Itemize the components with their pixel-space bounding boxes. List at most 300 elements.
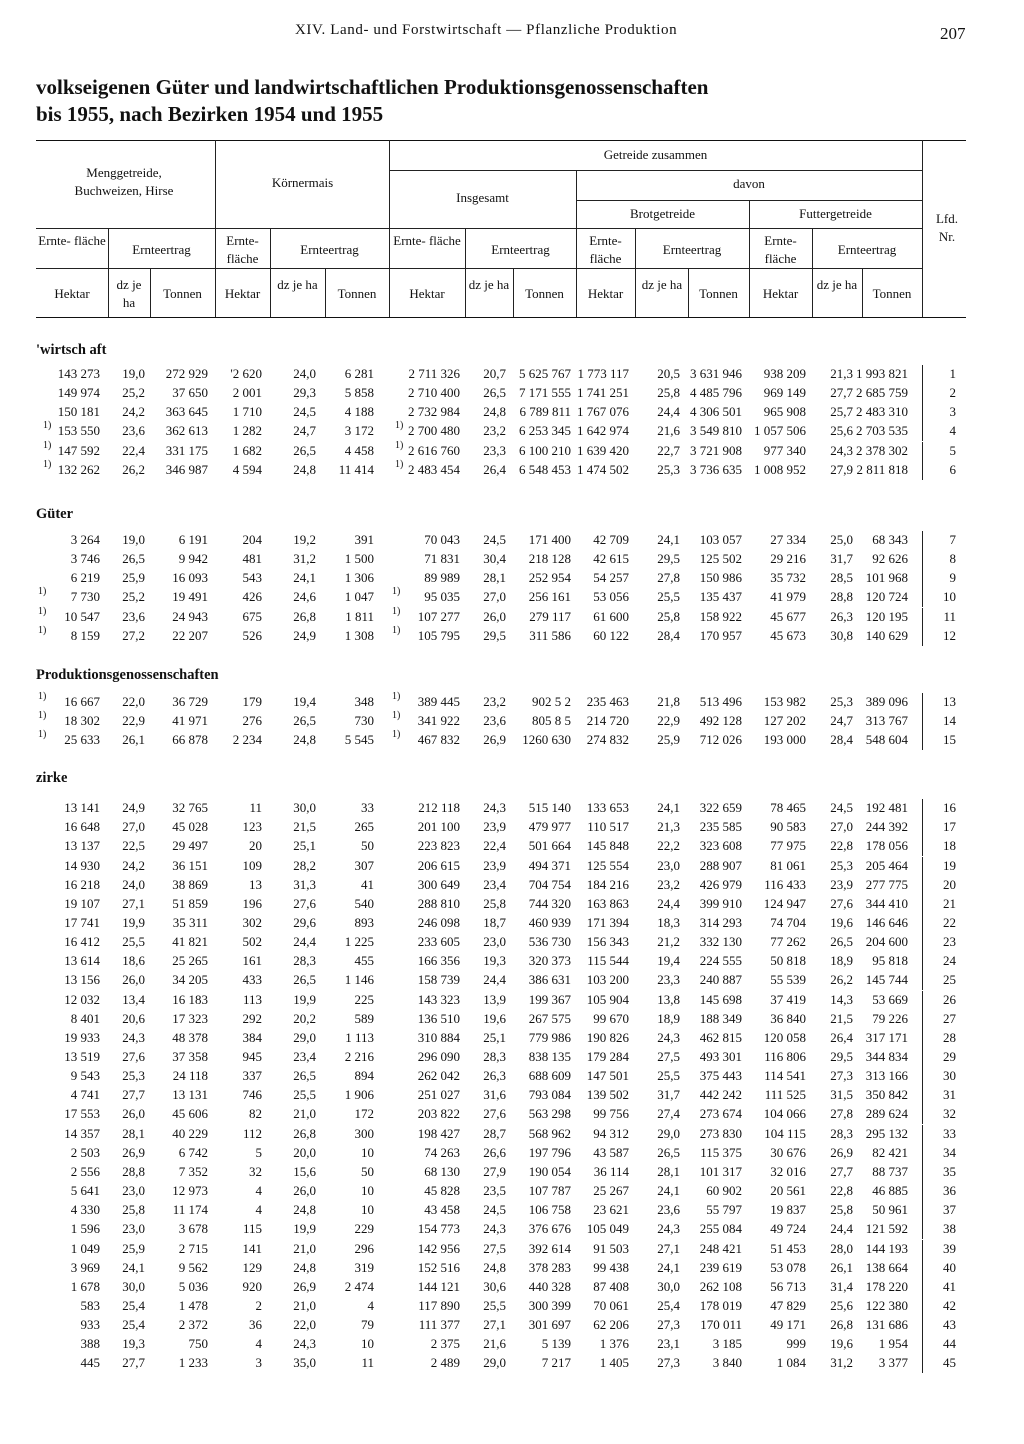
header-top-rule bbox=[36, 140, 966, 141]
table-cell: 3 377 bbox=[878, 1355, 908, 1371]
table-row bbox=[0, 532, 1024, 550]
table-cell: 19,4 bbox=[293, 694, 316, 709]
table-cell: 467 832 bbox=[417, 732, 460, 748]
table-cell: 127 202 bbox=[763, 713, 806, 729]
table-cell: 25 633 bbox=[64, 732, 100, 748]
table-cell: 440 328 bbox=[528, 1278, 571, 1294]
table-cell: 101 317 bbox=[699, 1163, 742, 1179]
table-cell: 16 412 bbox=[64, 934, 100, 949]
table-cell: 25,6 bbox=[830, 1297, 853, 1313]
table-cell: 190 054 bbox=[528, 1163, 571, 1179]
table-cell: 23,9 bbox=[483, 819, 506, 835]
table-cell: 172 bbox=[354, 1106, 374, 1122]
table-cell: 41 971 bbox=[172, 713, 208, 729]
table-cell: 805 8 5 bbox=[532, 713, 571, 729]
table-cell: 25,4 bbox=[122, 1297, 145, 1313]
column-rule bbox=[922, 1201, 923, 1220]
table-cell: 28,2 bbox=[293, 857, 316, 873]
table-cell: 341 922 bbox=[417, 713, 460, 729]
table-cell: 206 615 bbox=[417, 857, 460, 873]
table-cell: 262 042 bbox=[417, 1068, 460, 1084]
table-cell: 56 713 bbox=[770, 1278, 806, 1294]
table-cell: 4 330 bbox=[70, 1202, 100, 1218]
table-cell: 30,4 bbox=[483, 551, 506, 567]
column-rule bbox=[922, 1354, 923, 1373]
table-cell: 29,0 bbox=[483, 1355, 506, 1371]
table-cell: 28,8 bbox=[830, 589, 853, 605]
table-cell: 45 828 bbox=[424, 1183, 460, 1198]
col-group-menggetreide: Menggetreide, Buchweizen, Hirse bbox=[74, 165, 174, 198]
table-cell: 163 863 bbox=[586, 895, 629, 911]
table-row bbox=[0, 915, 1024, 933]
table-row bbox=[0, 819, 1024, 837]
table-cell: 24,8 bbox=[483, 404, 506, 420]
page-number: 207 bbox=[940, 24, 966, 43]
table-cell: 302 bbox=[242, 914, 262, 930]
table-cell: 19,9 bbox=[293, 1221, 316, 1237]
table-cell: 25,9 bbox=[122, 570, 145, 586]
table-cell: 23,1 bbox=[657, 1336, 680, 1352]
table-cell: 10 547 bbox=[64, 608, 100, 624]
table-row bbox=[0, 605, 1024, 627]
col-hektar: Hektar bbox=[224, 286, 261, 301]
header-bottom-rule bbox=[36, 317, 966, 318]
col-ernteertrag: Ernteertrag bbox=[300, 242, 359, 257]
table-cell: 24,1 bbox=[293, 570, 316, 586]
table-cell: 460 939 bbox=[528, 914, 571, 930]
row-number: 29 bbox=[943, 1049, 956, 1064]
table-cell: 26,8 bbox=[293, 608, 316, 624]
column-rule bbox=[922, 857, 923, 876]
table-cell: 192 481 bbox=[865, 800, 908, 815]
table-cell: 203 822 bbox=[417, 1106, 460, 1122]
table-cell: 273 674 bbox=[699, 1106, 742, 1122]
column-rule bbox=[922, 1316, 923, 1335]
table-cell: 88 737 bbox=[872, 1163, 908, 1179]
footnote-marker: 1) bbox=[38, 586, 47, 598]
table-cell: 1 057 506 bbox=[754, 423, 806, 439]
table-cell: 25 265 bbox=[172, 953, 208, 969]
col-erntefläche: Ernte- fläche bbox=[764, 233, 797, 266]
table-cell: 1 308 bbox=[344, 627, 374, 643]
table-cell: 1 376 bbox=[599, 1336, 629, 1352]
col-group-koernermais: Körnermais bbox=[271, 175, 334, 190]
table-cell: 25,4 bbox=[657, 1297, 680, 1313]
table-cell: 26,3 bbox=[483, 1068, 506, 1084]
table-cell: 179 284 bbox=[586, 1049, 629, 1064]
table-cell: 344 410 bbox=[865, 895, 908, 911]
table-cell: 36 729 bbox=[172, 694, 208, 709]
table-cell: 15,6 bbox=[293, 1163, 316, 1179]
table-cell: 95 035 bbox=[424, 589, 460, 605]
table-cell: 675 bbox=[242, 608, 262, 624]
table-cell: 54 257 bbox=[593, 570, 629, 586]
table-cell: 1 993 821 bbox=[856, 366, 908, 381]
table-cell: 111 377 bbox=[418, 1317, 460, 1332]
table-cell: 19,0 bbox=[122, 366, 145, 381]
row-number: 8 bbox=[949, 551, 956, 567]
table-cell: 77 975 bbox=[770, 838, 806, 854]
table-cell: 23,6 bbox=[122, 608, 145, 624]
table-cell: 19,9 bbox=[122, 914, 145, 930]
table-cell: 30 676 bbox=[770, 1144, 806, 1160]
table-cell: 42 615 bbox=[593, 551, 629, 567]
table-cell: 2 001 bbox=[232, 385, 262, 401]
table-cell: 2 483 454 bbox=[408, 461, 460, 477]
table-cell: 24,4 bbox=[657, 895, 680, 911]
table-cell: 288 907 bbox=[699, 857, 742, 873]
table-cell: 104 115 bbox=[764, 1125, 806, 1141]
table-cell: 79 226 bbox=[872, 1010, 908, 1026]
table-cell: 27,5 bbox=[657, 1049, 680, 1064]
table-cell: 29,5 bbox=[483, 627, 506, 643]
table-cell: 1 500 bbox=[344, 551, 374, 567]
row-number: 5 bbox=[949, 442, 956, 458]
table-cell: 536 730 bbox=[528, 934, 571, 949]
table-cell: 16 648 bbox=[64, 819, 100, 835]
table-cell: 20 561 bbox=[770, 1183, 806, 1198]
row-number: 25 bbox=[943, 972, 956, 988]
table-cell: 22,5 bbox=[122, 838, 145, 854]
table-cell: 110 517 bbox=[587, 819, 629, 835]
section-label: Güter bbox=[36, 506, 74, 522]
table-cell: 99 756 bbox=[593, 1106, 629, 1122]
table-cell: 492 128 bbox=[699, 713, 742, 729]
table-cell: 25,0 bbox=[830, 532, 853, 547]
table-cell: 171 394 bbox=[586, 914, 629, 930]
column-rule bbox=[922, 442, 923, 461]
table-cell: 23,0 bbox=[483, 934, 506, 949]
table-row bbox=[0, 1087, 1024, 1105]
table-cell: 22,8 bbox=[830, 1183, 853, 1198]
table-row bbox=[0, 953, 1024, 971]
table-cell: 13 141 bbox=[64, 800, 100, 815]
table-cell: 6 191 bbox=[178, 532, 208, 547]
table-cell: 25,2 bbox=[122, 589, 145, 605]
table-cell: 32 765 bbox=[172, 800, 208, 815]
table-cell: 147 592 bbox=[57, 442, 100, 458]
col-dz-je-ha: dz je ha bbox=[816, 277, 858, 292]
table-cell: 43 587 bbox=[593, 1144, 629, 1160]
table-cell: 14 357 bbox=[64, 1125, 100, 1141]
table-cell: 115 bbox=[242, 1221, 262, 1237]
table-cell: 25,5 bbox=[657, 589, 680, 605]
column-rule bbox=[922, 531, 923, 550]
footnote-marker: 1) bbox=[392, 624, 401, 636]
table-cell: 4 741 bbox=[70, 1087, 100, 1103]
table-cell: 3 549 810 bbox=[690, 423, 742, 439]
table-cell: 218 128 bbox=[528, 551, 571, 567]
table-cell: 276 bbox=[242, 713, 262, 729]
column-rule bbox=[922, 550, 923, 569]
table-cell: 22,0 bbox=[122, 694, 145, 709]
table-cell: 82 bbox=[249, 1106, 262, 1122]
table-cell: 156 343 bbox=[586, 934, 629, 949]
table-cell: 252 954 bbox=[528, 570, 571, 586]
table-cell: 17 323 bbox=[172, 1010, 208, 1026]
table-cell: 14,3 bbox=[830, 991, 853, 1007]
table-cell: 24,1 bbox=[657, 800, 680, 815]
table-cell: 2 378 302 bbox=[856, 442, 908, 458]
table-cell: 31,6 bbox=[483, 1087, 506, 1103]
footnote-marker: 1) bbox=[38, 710, 47, 722]
table-cell: 893 bbox=[354, 914, 374, 930]
column-rule bbox=[922, 1048, 923, 1067]
table-cell: 515 140 bbox=[528, 800, 571, 815]
table-cell: 143 323 bbox=[417, 991, 460, 1007]
table-cell: 5 641 bbox=[70, 1183, 100, 1198]
table-cell: 589 bbox=[354, 1010, 374, 1026]
table-cell: 540 bbox=[354, 895, 374, 911]
table-cell: 24,3 bbox=[122, 1029, 145, 1045]
table-cell: 1 773 117 bbox=[577, 366, 629, 381]
table-cell: 27,6 bbox=[293, 895, 316, 911]
table-cell: 147 501 bbox=[586, 1068, 629, 1084]
table-cell: 30,8 bbox=[830, 627, 853, 643]
table-row bbox=[0, 439, 1024, 461]
row-number: 34 bbox=[943, 1144, 956, 1160]
table-cell: 25,8 bbox=[483, 895, 506, 911]
table-cell: 24 118 bbox=[172, 1068, 208, 1084]
table-cell: 7 171 555 bbox=[519, 385, 571, 401]
table-cell: 1 008 952 bbox=[754, 461, 806, 477]
header-rule bbox=[215, 268, 270, 269]
column-rule bbox=[922, 1259, 923, 1278]
table-cell: 493 301 bbox=[699, 1049, 742, 1064]
table-cell: 29,3 bbox=[293, 385, 316, 401]
table-cell: 70 043 bbox=[424, 532, 460, 547]
table-cell: 49 724 bbox=[770, 1221, 806, 1237]
table-cell: 111 525 bbox=[764, 1087, 806, 1103]
table-cell: 99 438 bbox=[593, 1259, 629, 1275]
table-cell: 2 489 bbox=[430, 1355, 460, 1371]
table-cell: 60 122 bbox=[593, 627, 629, 643]
table-cell: 502 bbox=[242, 934, 262, 949]
table-cell: 27,6 bbox=[122, 1049, 145, 1064]
table-cell: 21,0 bbox=[293, 1297, 316, 1313]
table-row bbox=[0, 1336, 1024, 1354]
table-cell: 19,3 bbox=[483, 953, 506, 969]
table-cell: 47 829 bbox=[770, 1297, 806, 1313]
table-cell: 1 811 bbox=[345, 608, 374, 624]
table-cell: 251 027 bbox=[417, 1087, 460, 1103]
table-cell: 20 bbox=[249, 838, 262, 854]
table-cell: 62 206 bbox=[593, 1317, 629, 1332]
table-cell: 201 100 bbox=[417, 819, 460, 835]
table-cell: 116 433 bbox=[764, 876, 806, 892]
table-cell: 124 947 bbox=[763, 895, 806, 911]
row-number: 35 bbox=[943, 1163, 956, 1179]
table-cell: 41 bbox=[361, 876, 374, 892]
table-cell: 314 293 bbox=[699, 914, 742, 930]
table-cell: 1 767 076 bbox=[577, 404, 629, 420]
col-erntefläche: Ernte- fläche bbox=[38, 233, 106, 248]
table-row bbox=[0, 1355, 1024, 1373]
column-rule bbox=[922, 608, 923, 627]
table-cell: 11 bbox=[361, 1355, 374, 1371]
table-cell: 68 343 bbox=[872, 532, 908, 547]
table-cell: 114 541 bbox=[764, 1068, 806, 1084]
table-cell: 28,3 bbox=[483, 1049, 506, 1064]
table-cell: 310 884 bbox=[417, 1029, 460, 1045]
table-cell: 255 084 bbox=[699, 1221, 742, 1237]
table-cell: 24 943 bbox=[172, 608, 208, 624]
table-cell: 568 962 bbox=[528, 1125, 571, 1141]
table-cell: 945 bbox=[242, 1049, 262, 1064]
table-cell: 26,5 bbox=[122, 551, 145, 567]
table-cell: 35 732 bbox=[770, 570, 806, 586]
table-cell: 7 352 bbox=[178, 1163, 208, 1179]
table-cell: 19,6 bbox=[830, 1336, 853, 1352]
table-row bbox=[0, 1221, 1024, 1239]
footnote-marker: 1) bbox=[392, 691, 401, 702]
table-cell: 320 373 bbox=[528, 953, 571, 969]
table-cell: 21,6 bbox=[657, 423, 680, 439]
table-cell: 37 650 bbox=[172, 385, 208, 401]
table-cell: 746 bbox=[242, 1087, 262, 1103]
table-cell: 196 bbox=[242, 895, 262, 911]
table-cell: 24,3 bbox=[657, 1029, 680, 1045]
table-cell: 204 bbox=[242, 532, 262, 547]
table-cell: 233 605 bbox=[417, 934, 460, 949]
table-cell: 145 744 bbox=[865, 972, 908, 988]
table-cell: 19,9 bbox=[293, 991, 316, 1007]
table-cell: 2 703 535 bbox=[856, 423, 908, 439]
header-rule bbox=[465, 268, 576, 269]
table-cell: 136 510 bbox=[417, 1010, 460, 1026]
table-cell: 3 969 bbox=[70, 1259, 100, 1275]
column-rule bbox=[922, 1240, 923, 1259]
table-cell: 27,7 bbox=[122, 1355, 145, 1371]
row-number: 20 bbox=[943, 876, 956, 892]
column-rule bbox=[922, 971, 923, 990]
table-cell: 10 bbox=[361, 1144, 374, 1160]
table-cell: 24,3 bbox=[830, 442, 853, 458]
table-cell: 24,7 bbox=[830, 713, 853, 729]
table-cell: 2 216 bbox=[344, 1049, 374, 1064]
table-cell: 22,9 bbox=[122, 713, 145, 729]
table-cell: 31,7 bbox=[830, 551, 853, 567]
table-cell: 6 789 811 bbox=[519, 404, 571, 420]
table-cell: 74 704 bbox=[770, 914, 806, 930]
table-cell: 20,2 bbox=[293, 1010, 316, 1026]
table-cell: 24,0 bbox=[122, 876, 145, 892]
table-cell: 25,7 bbox=[830, 404, 853, 420]
table-cell: 25,8 bbox=[657, 385, 680, 401]
table-cell: 10 bbox=[361, 1202, 374, 1218]
table-cell: 4 bbox=[367, 1297, 374, 1313]
table-cell: 1 084 bbox=[776, 1355, 806, 1371]
table-cell: 50 bbox=[361, 838, 374, 854]
table-cell: 77 262 bbox=[770, 934, 806, 949]
row-number: 43 bbox=[943, 1317, 956, 1332]
table-cell: 300 399 bbox=[528, 1297, 571, 1313]
table-row bbox=[0, 691, 1024, 712]
table-cell: 277 775 bbox=[865, 876, 908, 892]
table-cell: 31,2 bbox=[293, 551, 316, 567]
table-cell: 24,5 bbox=[830, 800, 853, 815]
table-cell: 21,2 bbox=[657, 934, 680, 949]
footnote-marker: 1) bbox=[395, 420, 404, 432]
table-row bbox=[0, 992, 1024, 1010]
table-cell: 197 796 bbox=[528, 1144, 571, 1160]
table-row bbox=[0, 586, 1024, 607]
table-cell: 212 118 bbox=[418, 800, 460, 815]
table-cell: 25,3 bbox=[830, 857, 853, 873]
table-cell: 332 130 bbox=[699, 934, 742, 949]
table-cell: 265 bbox=[354, 819, 374, 835]
table-cell: 969 149 bbox=[763, 385, 806, 401]
table-cell: 23,6 bbox=[483, 713, 506, 729]
table-cell: 26,5 bbox=[657, 1144, 680, 1160]
col-group-insgesamt: Insgesamt bbox=[456, 190, 509, 205]
table-cell: 68 130 bbox=[424, 1163, 460, 1179]
row-number: 39 bbox=[943, 1240, 956, 1256]
table-cell: 965 908 bbox=[763, 404, 806, 420]
table-row bbox=[0, 934, 1024, 952]
table-cell: 301 697 bbox=[528, 1317, 571, 1332]
table-cell: 938 209 bbox=[763, 366, 806, 381]
table-cell: 115 375 bbox=[700, 1144, 742, 1160]
table-cell: 184 216 bbox=[586, 876, 629, 892]
table-title-line-1: volkseigenen Güter und landwirtschaftlichen Produktionsgenossenschaften bbox=[36, 75, 709, 99]
table-cell: 295 132 bbox=[865, 1125, 908, 1141]
table-cell: 19,2 bbox=[293, 532, 316, 547]
table-cell: 25,5 bbox=[483, 1297, 506, 1313]
table-cell: 48 378 bbox=[172, 1029, 208, 1045]
row-number: 7 bbox=[949, 532, 956, 547]
table-row bbox=[0, 1279, 1024, 1297]
table-cell: 6 253 345 bbox=[519, 423, 571, 439]
table-cell: 27,4 bbox=[657, 1106, 680, 1122]
footnote-marker: 1) bbox=[43, 439, 52, 451]
table-cell: 20,0 bbox=[293, 1144, 316, 1160]
table-cell: 1 474 502 bbox=[577, 461, 629, 477]
row-number: 9 bbox=[949, 570, 956, 586]
column-rule bbox=[922, 403, 923, 422]
table-cell: 50 bbox=[361, 1163, 374, 1179]
table-cell: 426 979 bbox=[699, 876, 742, 892]
table-cell: 389 445 bbox=[417, 694, 460, 709]
table-cell: 7 217 bbox=[541, 1355, 571, 1371]
table-cell: 27,1 bbox=[483, 1317, 506, 1332]
table-cell: 214 720 bbox=[586, 713, 629, 729]
table-cell: 41 821 bbox=[172, 934, 208, 949]
table-cell: 31,5 bbox=[830, 1087, 853, 1103]
table-cell: 27,0 bbox=[830, 819, 853, 835]
table-cell: 2 474 bbox=[344, 1278, 374, 1294]
table-cell: 3 840 bbox=[712, 1355, 742, 1371]
table-cell: 462 815 bbox=[699, 1029, 742, 1045]
table-cell: 313 767 bbox=[865, 713, 908, 729]
col-group-futtergetreide: Futtergetreide bbox=[799, 206, 872, 221]
table-cell: 150 181 bbox=[57, 404, 100, 420]
table-cell: 24,1 bbox=[122, 1259, 145, 1275]
table-row bbox=[0, 729, 1024, 750]
table-cell: 21,3 bbox=[657, 819, 680, 835]
table-cell: 274 832 bbox=[586, 732, 629, 748]
table-cell: 10 bbox=[361, 1336, 374, 1352]
col-erntefläche: Ernte- fläche bbox=[589, 233, 622, 266]
table-cell: 1 049 bbox=[70, 1240, 100, 1256]
table-row bbox=[0, 404, 1024, 422]
table-cell: 27,8 bbox=[830, 1106, 853, 1122]
footnote-marker: 1) bbox=[392, 605, 401, 617]
table-cell: 19 933 bbox=[64, 1029, 100, 1045]
table-cell: 6 742 bbox=[178, 1144, 208, 1160]
column-rule bbox=[922, 588, 923, 607]
table-row bbox=[0, 1298, 1024, 1316]
